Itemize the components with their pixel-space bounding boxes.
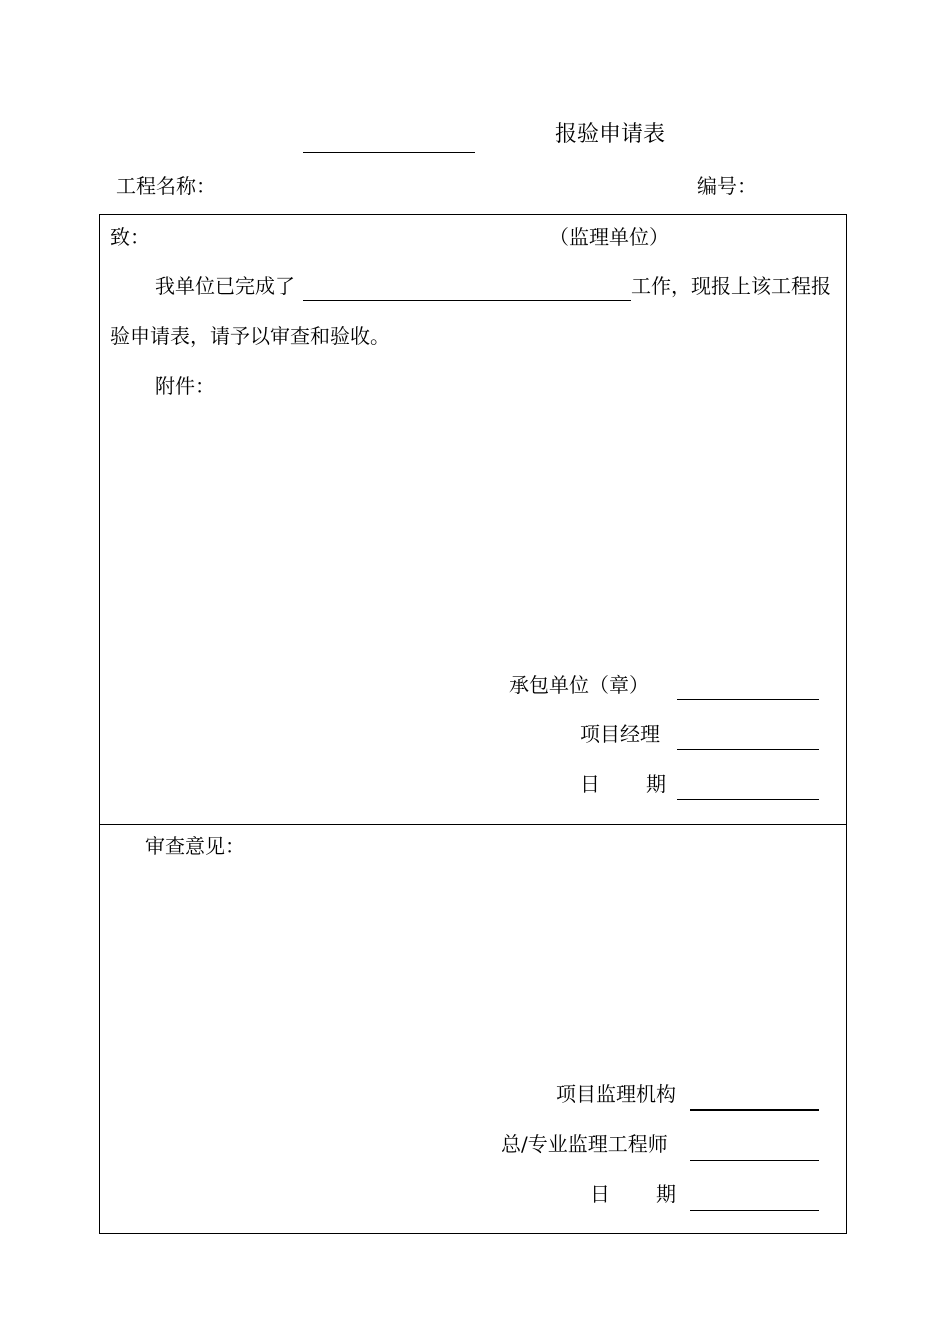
to-label: 致： bbox=[110, 225, 150, 249]
date-label-char-1: 日 bbox=[580, 772, 600, 796]
application-form-table bbox=[99, 214, 847, 1234]
supervisor-unit-label: （监理单位） bbox=[549, 225, 669, 249]
review-date-line[interactable] bbox=[690, 1210, 819, 1211]
review-date-label-char-1: 日 bbox=[590, 1182, 610, 1206]
application-date-line[interactable] bbox=[677, 799, 819, 800]
contractor-seal-label: 承包单位（章） bbox=[509, 673, 649, 697]
statement-prefix: 我单位已完成了 bbox=[155, 274, 295, 298]
statement-line-2: 验申请表，请予以审查和验收。 bbox=[110, 324, 390, 348]
supervision-org-line[interactable] bbox=[690, 1109, 819, 1111]
date-label-char-2: 期 bbox=[646, 772, 666, 796]
review-opinion-label: 审查意见： bbox=[145, 834, 245, 858]
supervising-engineer-label: 总/专业监理工程师 bbox=[501, 1132, 668, 1156]
project-manager-line[interactable] bbox=[677, 749, 819, 750]
project-name-label: 工程名称： bbox=[116, 174, 216, 198]
form-title: 报验申请表 bbox=[555, 122, 666, 147]
review-date-label-char-2: 期 bbox=[656, 1182, 676, 1206]
form-type-blank-line[interactable] bbox=[303, 152, 475, 153]
project-manager-label: 项目经理 bbox=[580, 722, 660, 746]
supervision-org-label: 项目监理机构 bbox=[556, 1082, 676, 1106]
contractor-seal-line[interactable] bbox=[677, 699, 819, 700]
statement-suffix: 工作，现报上该工程报 bbox=[631, 274, 831, 298]
work-completed-blank-line[interactable] bbox=[303, 300, 631, 301]
supervising-engineer-line[interactable] bbox=[690, 1160, 819, 1161]
attachment-label: 附件： bbox=[155, 374, 215, 398]
section-divider bbox=[100, 824, 846, 825]
serial-no-label: 编号： bbox=[697, 174, 757, 198]
